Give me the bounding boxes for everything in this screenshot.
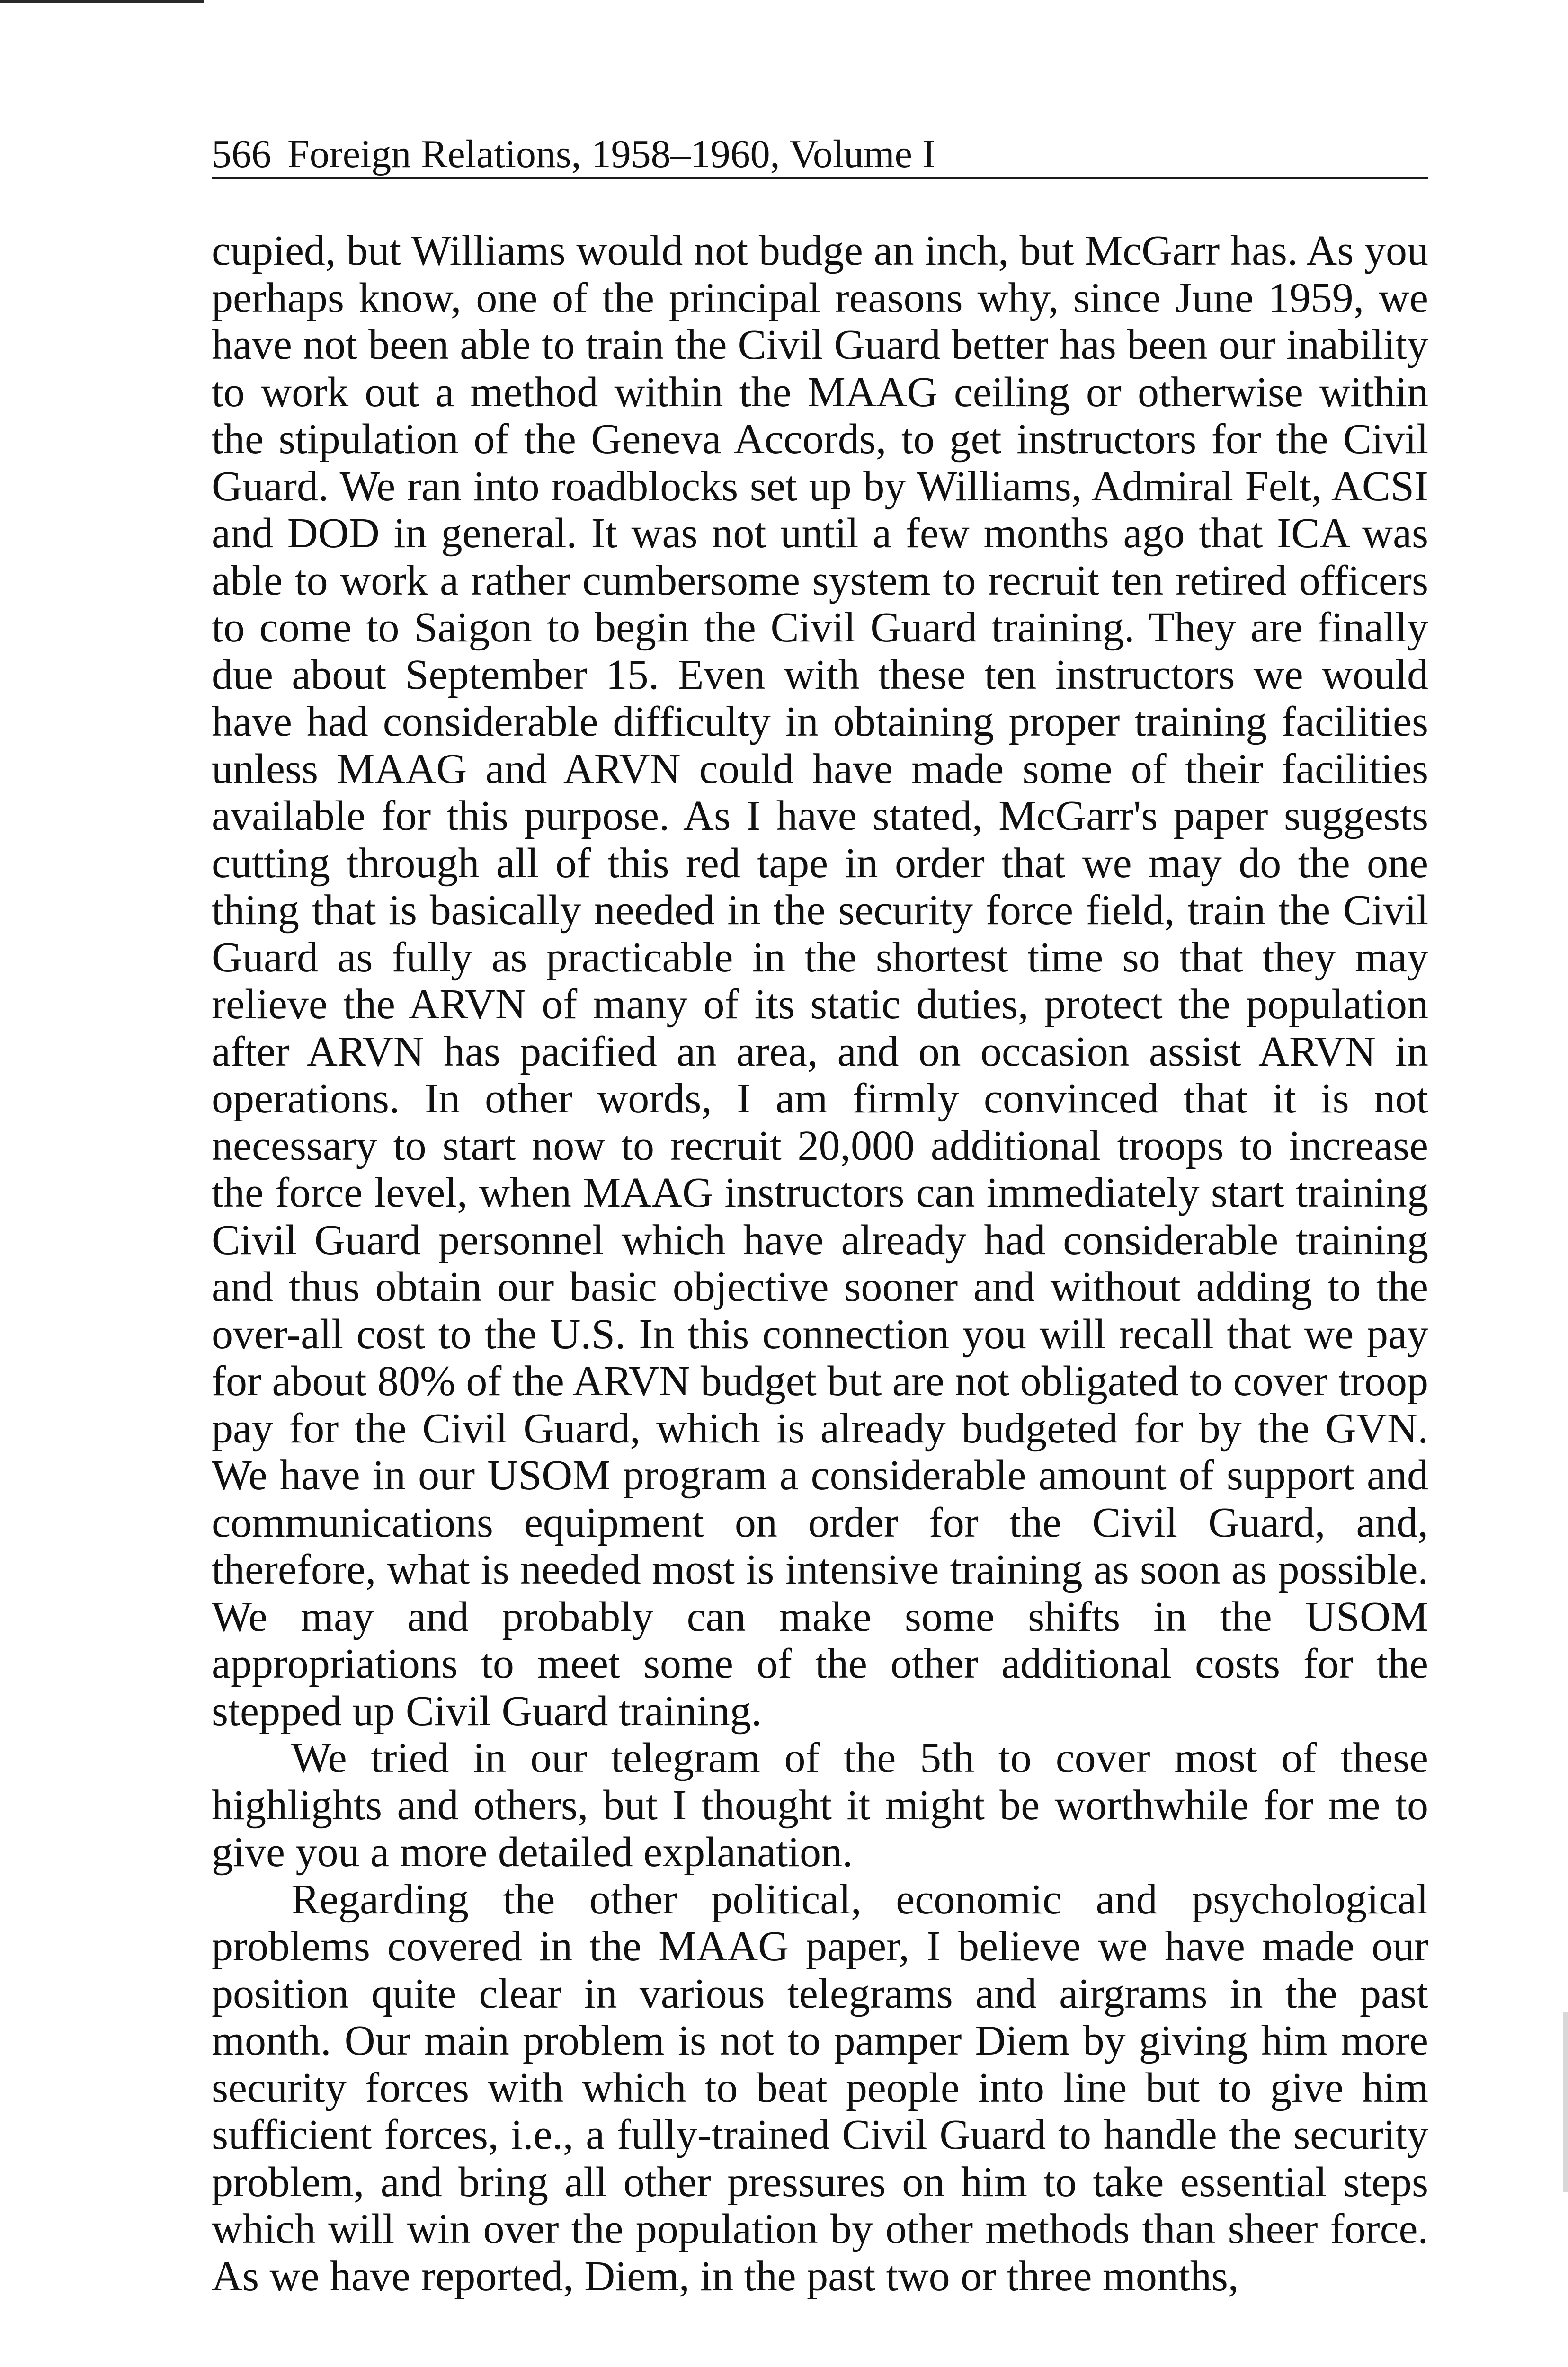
body-text [212,227,1428,2348]
paragraph-continued: cupied, but Williams would not budge an inch, but McGarr has. As you perhaps know, one of the principal reasons why, since June 1959, we have not been able to train the Civil Guard better has been our inability to work out a method within the MAAG ceiling or otherwise within the stipulation of the Geneva Accords, to get instructors for the Civil Guard. We ran into roadblocks set up by Williams, Admiral Felt, ACSI and DOD in general. It was not until a few months ago that ICA was able to work a rather cumbersome system to recruit ten retired officers to come to Saigon to begin the Civil Guard training. They are finally due about September 15. Even with these ten instructors we would have had considerable difficulty in obtaining proper training facilities unless MAAG and ARVN could have made some of their facilities available for this purpose. As I have stated, McGarr's paper suggests cutting through all of this red tape in order that we may do the one thing that is basically needed in the security force field, train the Civil Guard as fully as practicable in the shortest time so that they may relieve the ARVN of many of its static duties, protect the population after ARVN has pacified an area, and on occasion assist ARVN in operations. In other words, I am firmly convinced that it is not necessary to start now to recruit 20,000 additional troops to increase the force level, when MAAG instructors can immediately start training Civil Guard personnel which have already had considerable training and thus obtain our basic objective sooner and without adding to the over-all cost to the U.S. In this connection you will recall that we pay for about 80% of the ARVN budget but are not obligated to cover troop pay for the Civil Guard, which is already budgeted for by the GVN. We have in our USOM program a considerable amount of support and communications equipment on order for the Civil Guard, and, therefore, what is needed most is intensive training as soon as possible. We may and probably can make some shifts in the USOM appropriations to meet some of the other additional costs for the stepped up Civil Guard training. [212,227,1428,1735]
scan-border-mark [0,0,204,3]
running-header [212,132,1428,179]
paragraph-political-problems: Regarding the other political, economic and psychological problems covered in the MAAG paper, I believe we have made our position quite clear in various telegrams and airgrams in the past month. Our main problem is not to pamper Diem by giving him more security forces with which to beat people into line but to give him sufficient forces, i.e., a fully-trained Civil Guard to handle the security problem, and bring all other pressures on him to take essential steps which will win over the population by other methods than sheer force. As we have reported, Diem, in the past two or three months, [212,1876,1428,2300]
page-number: 566 [212,132,271,176]
running-title: Foreign Relations, 1958–1960, Volume I [287,132,935,176]
scan-edge-shadow [1563,2012,1568,2192]
paragraph-telegram: We tried in our telegram of the 5th to cover most of these highlights and others, but I thought it might be worthwhile for me to give you a more detailed explanation. [212,1735,1428,1876]
